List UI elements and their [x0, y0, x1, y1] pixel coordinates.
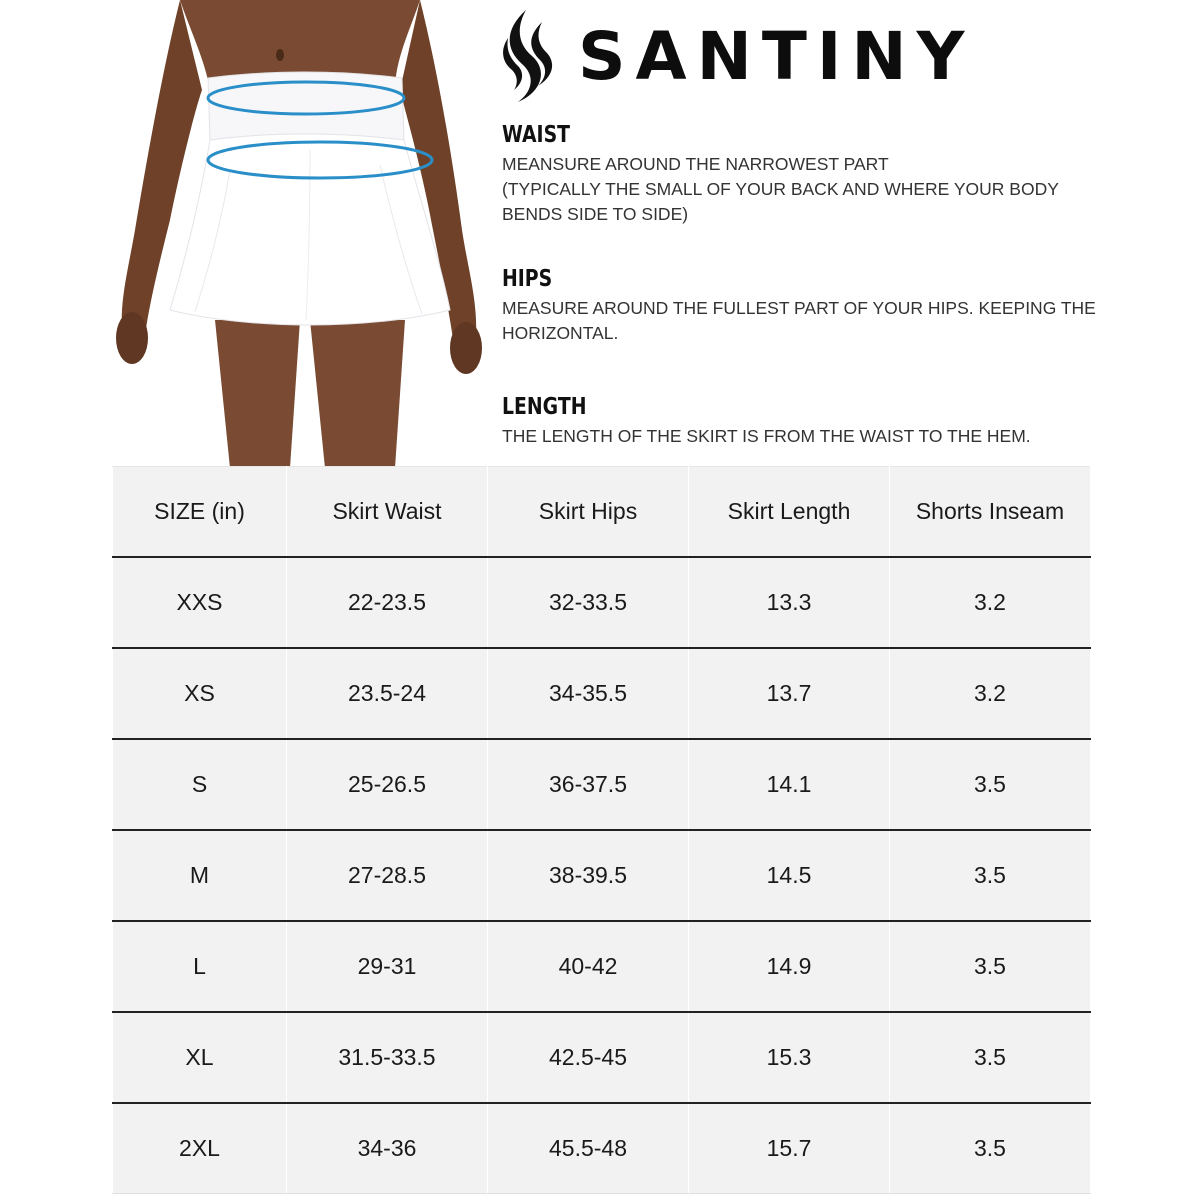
- cell-size: 2XL: [113, 1103, 287, 1194]
- cell-skirt-hips: 45.5-48: [488, 1103, 689, 1194]
- cell-skirt-hips: 36-37.5: [488, 739, 689, 830]
- header-size: SIZE (in): [113, 467, 287, 558]
- table-row: [113, 557, 1091, 648]
- waist-description: [502, 152, 1122, 227]
- cell-skirt-waist: 31.5-33.5: [287, 1012, 488, 1103]
- cell-shorts-inseam: 3.5: [890, 921, 1091, 1012]
- size-chart-table: [112, 466, 1091, 1194]
- header-skirt-waist: Skirt Waist: [287, 467, 488, 558]
- table-row: [113, 921, 1091, 1012]
- cell-skirt-waist: 22-23.5: [287, 557, 488, 648]
- cell-size: L: [113, 921, 287, 1012]
- waist-note: [502, 122, 1122, 227]
- hips-line-1: MEASURE AROUND THE FULLEST PART OF YOUR HIPS. KEEPING THE: [502, 298, 1096, 318]
- flame-swirl-logo-icon: [496, 8, 554, 104]
- cell-shorts-inseam: 3.5: [890, 1103, 1091, 1194]
- waist-title: WAIST: [502, 122, 571, 148]
- cell-skirt-waist: 29-31: [287, 921, 488, 1012]
- length-line-1: THE LENGTH OF THE SKIRT IS FROM THE WAIST TO THE HEM.: [502, 426, 1031, 446]
- cell-skirt-hips: 42.5-45: [488, 1012, 689, 1103]
- cell-skirt-waist: 34-36: [287, 1103, 488, 1194]
- table-row: [113, 1103, 1091, 1194]
- waist-line-3: BENDS SIDE TO SIDE): [502, 204, 689, 224]
- table-row: [113, 830, 1091, 921]
- header-shorts-inseam: Shorts Inseam: [890, 467, 1091, 558]
- table-row: [113, 648, 1091, 739]
- table-header-row: [113, 467, 1091, 558]
- cell-skirt-waist: 23.5-24: [287, 648, 488, 739]
- cell-skirt-length: 13.3: [689, 557, 890, 648]
- cell-skirt-length: 14.1: [689, 739, 890, 830]
- cell-skirt-length: 14.5: [689, 830, 890, 921]
- length-note: [502, 394, 1122, 449]
- header-skirt-length: Skirt Length: [689, 467, 890, 558]
- cell-skirt-hips: 34-35.5: [488, 648, 689, 739]
- cell-shorts-inseam: 3.2: [890, 557, 1091, 648]
- waist-line-2: (TYPICALLY THE SMALL OF YOUR BACK AND WHERE YOUR BODY: [502, 179, 1059, 199]
- cell-skirt-waist: 27-28.5: [287, 830, 488, 921]
- length-title: LENGTH: [502, 394, 587, 420]
- table-row: [113, 1012, 1091, 1103]
- hips-title: HIPS: [502, 266, 553, 292]
- cell-skirt-length: 14.9: [689, 921, 890, 1012]
- cell-skirt-hips: 32-33.5: [488, 557, 689, 648]
- cell-skirt-hips: 38-39.5: [488, 830, 689, 921]
- cell-size: XS: [113, 648, 287, 739]
- waist-line-1: MEANSURE AROUND THE NARROWEST PART: [502, 154, 889, 174]
- cell-size: S: [113, 739, 287, 830]
- brand-header: [496, 6, 1096, 106]
- cell-size: XXS: [113, 557, 287, 648]
- hips-note: [502, 266, 1122, 346]
- brand-name: SANTINY: [578, 17, 975, 95]
- cell-shorts-inseam: 3.5: [890, 830, 1091, 921]
- cell-shorts-inseam: 3.5: [890, 739, 1091, 830]
- header-skirt-hips: Skirt Hips: [488, 467, 689, 558]
- cell-skirt-hips: 40-42: [488, 921, 689, 1012]
- cell-shorts-inseam: 3.2: [890, 648, 1091, 739]
- cell-skirt-waist: 25-26.5: [287, 739, 488, 830]
- table-row: [113, 739, 1091, 830]
- model-skirt-illustration: [110, 0, 490, 468]
- hips-line-2: HORIZONTAL.: [502, 323, 619, 343]
- length-description: [502, 424, 1122, 449]
- cell-size: XL: [113, 1012, 287, 1103]
- cell-skirt-length: 15.3: [689, 1012, 890, 1103]
- cell-skirt-length: 15.7: [689, 1103, 890, 1194]
- hips-description: [502, 296, 1122, 346]
- cell-size: M: [113, 830, 287, 921]
- cell-shorts-inseam: 3.5: [890, 1012, 1091, 1103]
- cell-skirt-length: 13.7: [689, 648, 890, 739]
- model-photo: [110, 0, 490, 468]
